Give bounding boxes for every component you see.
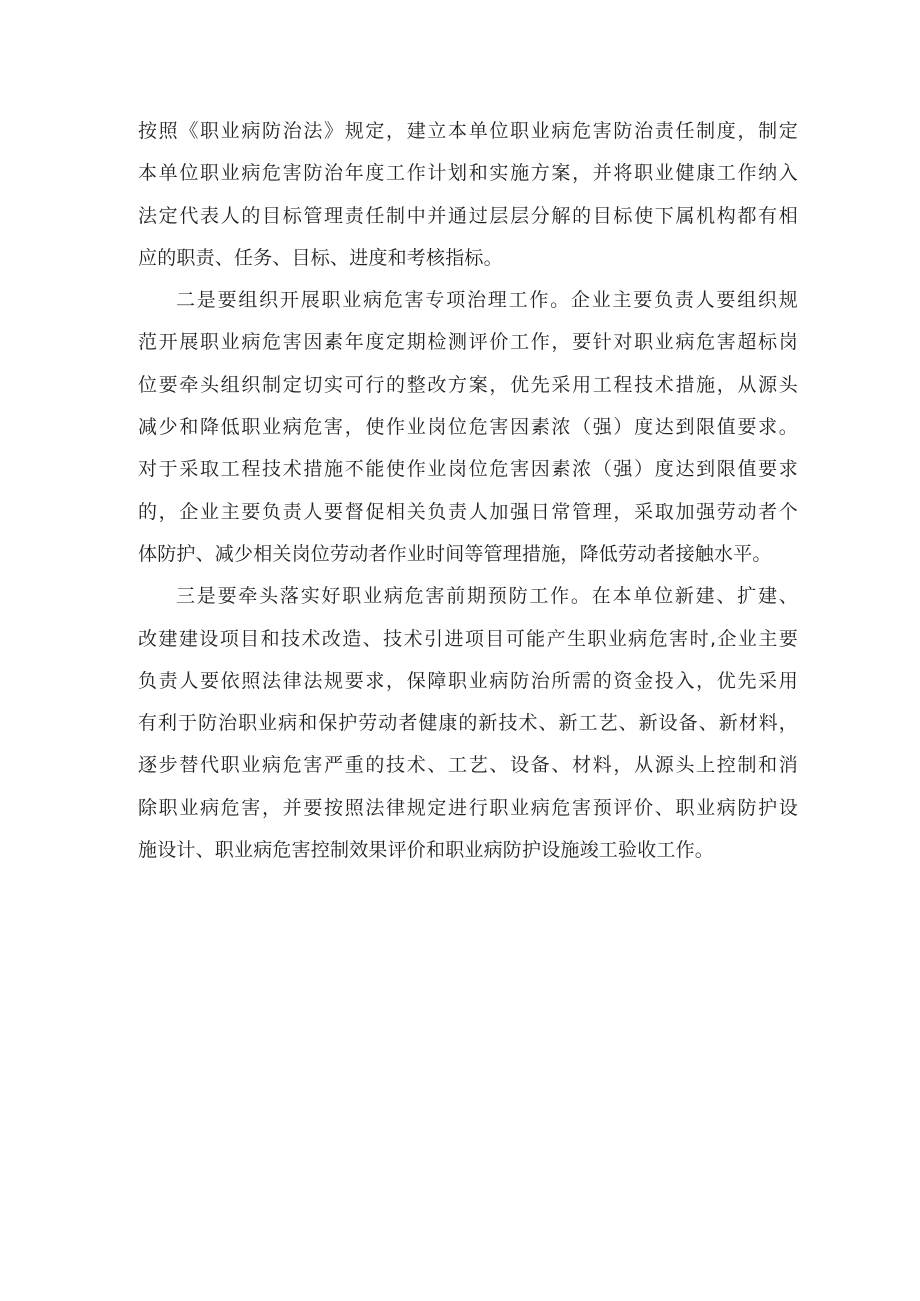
text-line: 二是要组织开展职业病危害专项治理工作。企业主要负责人要组织规	[176, 289, 798, 312]
text-line: 位要牵头组织制定切实可行的整改方案，优先采用工程技术措施，从源头	[138, 373, 798, 396]
document-body	[138, 110, 798, 871]
text-line: 对于采取工程技术措施不能使作业岗位危害因素浓（强）度达到限值要求	[138, 458, 798, 481]
text-line: 改建建设项目和技术改造、技术引进项目可能产生职业病危害时,企业主要	[138, 627, 798, 650]
paragraph-1	[138, 110, 798, 279]
text-line: 的，企业主要负责人要督促相关负责人加强日常管理，采取加强劳动者个	[138, 500, 798, 523]
text-line: 除职业病危害，并要按照法律规定进行职业病危害预评价、职业病防护设	[138, 796, 798, 819]
text-line: 负责人要依照法律法规要求，保障职业病防治所需的资金投入，优先采用	[138, 669, 798, 692]
text-line: 体防护、减少相关岗位劳动者作业时间等管理措施，降低劳动者接触水平。	[138, 542, 772, 565]
text-line: 逐步替代职业病危害严重的技术、工艺、设备、材料，从源头上控制和消	[138, 754, 798, 777]
text-line: 有利于防治职业病和保护劳动者健康的新技术、新工艺、新设备、新材料，	[138, 712, 798, 735]
text-line: 本单位职业病危害防治年度工作计划和实施方案，并将职业健康工作纳入	[138, 162, 798, 185]
text-line: 三是要牵头落实好职业病危害前期预防工作。在本单位新建、扩建、	[176, 585, 798, 608]
text-line: 法定代表人的目标管理责任制中并通过层层分解的目标使下属机构都有相	[138, 204, 798, 227]
text-line: 应的职责、任务、目标、进度和考核指标。	[138, 246, 503, 269]
paragraph-2	[138, 279, 798, 575]
paragraph-3	[138, 575, 798, 871]
text-line: 减少和降低职业病危害，使作业岗位危害因素浓（强）度达到限值要求。	[138, 416, 798, 439]
text-line: 范开展职业病危害因素年度定期检测评价工作，要针对职业病危害超标岗	[138, 331, 798, 354]
text-line: 施设计、职业病危害控制效果评价和职业病防护设施竣工验收工作。	[138, 839, 715, 862]
text-line: 按照《职业病防治法》规定，建立本单位职业病危害防治责任制度，制定	[138, 120, 798, 142]
